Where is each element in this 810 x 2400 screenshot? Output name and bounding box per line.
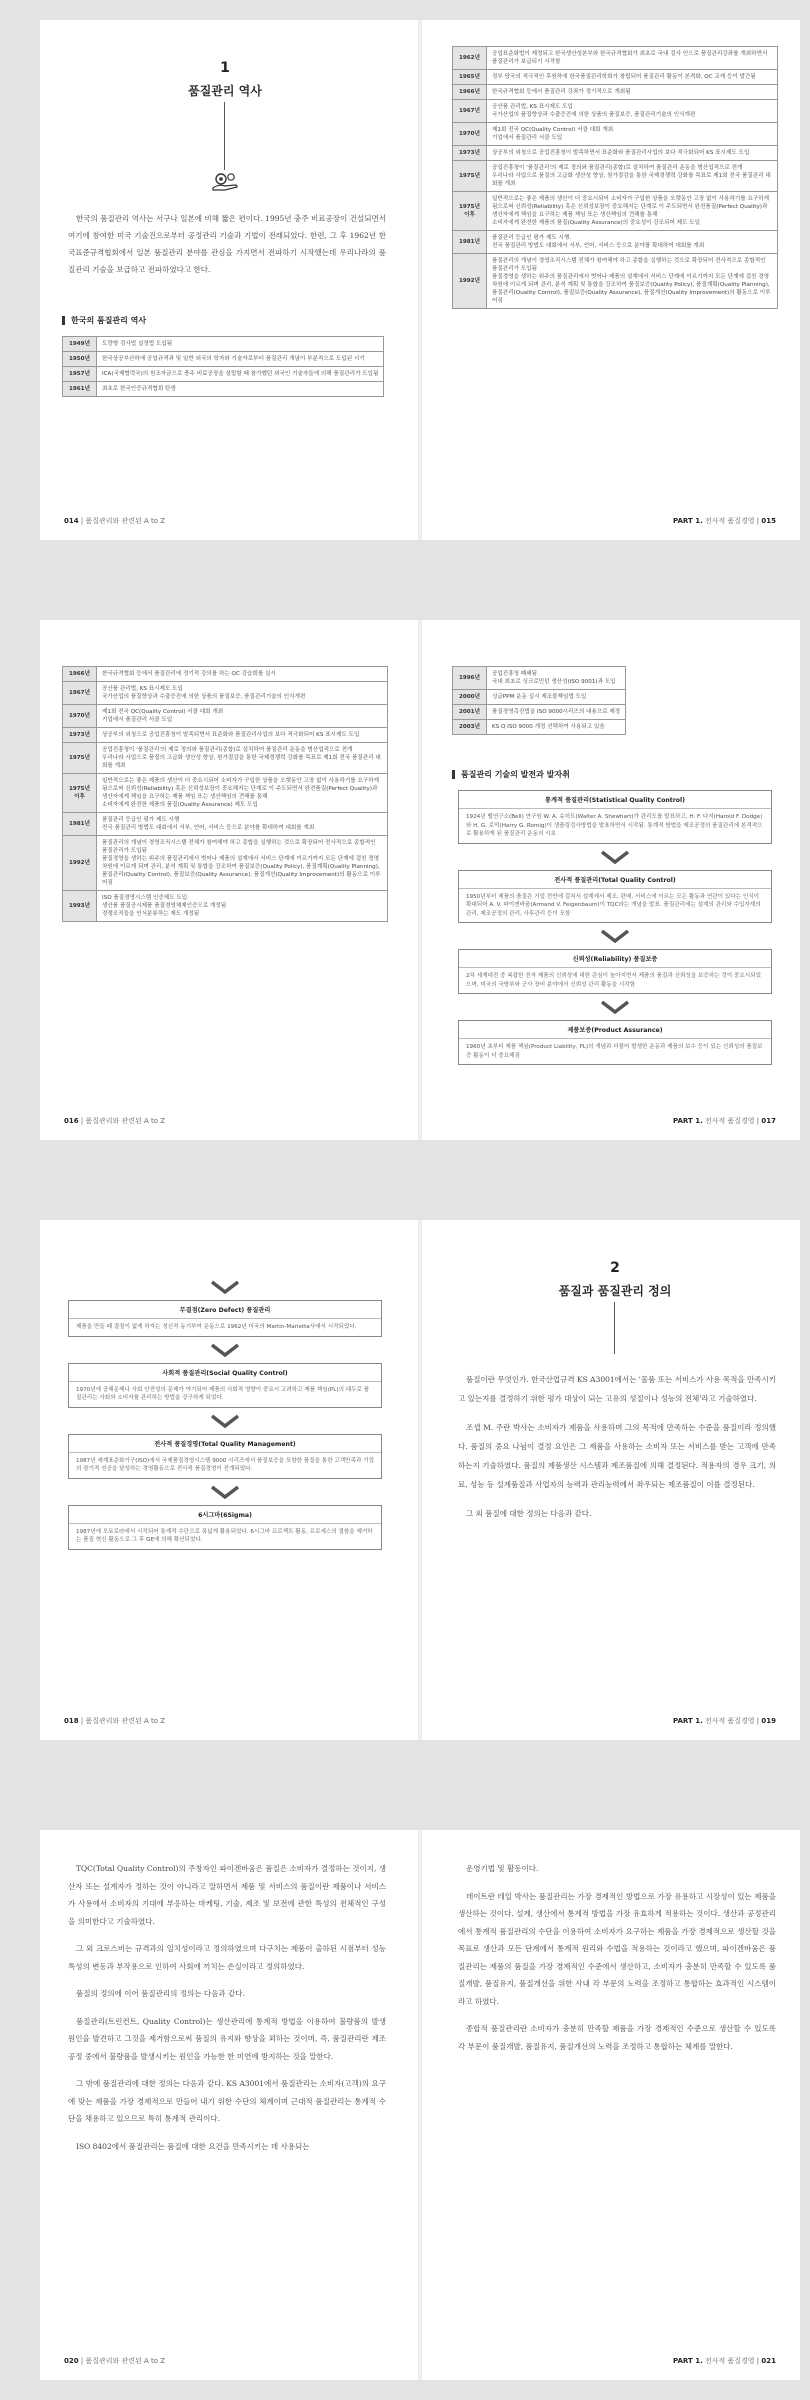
event-cell: ICA(국제협력국)의 원조자금으로 충주 비료공장을 설립할 때 참가했던 외국인 기술자들에 의해 품질관리가 도입됨 bbox=[97, 367, 384, 382]
flow-box-text: 2차 세계대전 중 복잡한 전자 제품의 신뢰성에 대한 관심이 높아지면서 제품의 품질과 신뢰성을 보증하는 것이 중요시되었으며, 미국의 국방부와 군사 장비 분야에서 신뢰성 관리 활동을 시작함 bbox=[466, 973, 762, 988]
year-cell: 1975년 이후 bbox=[453, 192, 487, 231]
footer-text: 품질관리와 관련된 A to Z bbox=[85, 1117, 166, 1125]
page-016 bbox=[40, 620, 410, 1140]
event-cell: 정부 당국의 적극적인 후원하에 한국품질관리학회가 창립되어 품질관리 활동이 본격화, QC 교재 등이 발간됨 bbox=[487, 70, 778, 85]
flow-box-title: 사회적 품질관리(Social Quality Control) bbox=[69, 1364, 381, 1382]
book-spread-2 bbox=[40, 620, 800, 1140]
year-cell: 2003년 bbox=[453, 720, 487, 735]
table-row bbox=[63, 743, 388, 774]
page-number: 015 bbox=[761, 517, 776, 525]
year-cell: 1975년 bbox=[453, 161, 487, 192]
book-spread-4 bbox=[40, 1830, 800, 2380]
footer-text: 품질관리와 관련된 A to Z bbox=[85, 1717, 166, 1725]
year-cell: 1975년 이후 bbox=[63, 774, 97, 813]
gear-hand-icon bbox=[210, 170, 240, 192]
table-row bbox=[63, 352, 384, 367]
chevron-down-icon bbox=[210, 1414, 240, 1428]
event-cell: 도량형 검사법 설정법 도입됨 bbox=[97, 337, 384, 352]
event-cell: 한국규격협회 등에서 품질관리에 정기적 강의를 하는 QC 강습회를 실시 bbox=[97, 667, 388, 682]
event-cell: ISO 품질경영시스템 인증제도 도입 생산품 품질공시제품 품질경영체제인증으로 개정됨 경쟁조직들을 인식분류하는 제도 개정됨 bbox=[97, 891, 388, 922]
year-cell: 1967년 bbox=[63, 682, 97, 705]
year-cell: 1949년 bbox=[63, 337, 97, 352]
table-row bbox=[453, 667, 626, 690]
chevron-down-icon bbox=[600, 929, 630, 943]
table-row bbox=[63, 705, 388, 728]
page-footer: PART 1. 전사적 품질경영 | 021 bbox=[673, 2357, 776, 2365]
event-cell: 공업표준화법이 제정되고 한국생산성본부와 한국규격협회가 최초로 국내 검사 인으로 품질관리강좌를 개최하면서 품질관리가 보급되기 시작함 bbox=[487, 47, 778, 70]
page-019 bbox=[430, 1220, 800, 1740]
paragraph: 조셉 M. 주란 박사는 소비자가 제품을 사용하며 그의 목적에 만족하는 수준을 품질이라 정의했다. 품질의 중요 나뉨이 결정 요인은 그 제품을 사용하는 소비자 또는 서비스를 받는 고객에 만족하는지 기술하였다. 품질의 제품생산 시스템과 제조품질에 의해 결정된다. 적용자의 경우 크기, 의료, 성능 등 설계품질과 사업자의 능력과 관리능력에서 좌우되는 제조품질이 이를 결정된다. bbox=[458, 1423, 776, 1489]
part-label: PART 1. bbox=[673, 2357, 703, 2365]
chapter-number: 2 bbox=[610, 1260, 620, 1276]
event-cell: 제1회 전국 QC(Quality Control) 서클 대회 개최 기업에서 품질관리 서클 도입 bbox=[97, 705, 388, 728]
table-row bbox=[63, 367, 384, 382]
chapter-title: 품질과 품질관리 정의 bbox=[558, 1284, 672, 1298]
flow-box bbox=[458, 870, 772, 924]
paragraph: 그 외 크로스비는 규격과의 일치성이라고 정의하였으며 다구치는 제품이 출하된 시점부터 성능 특성의 변동과 부작용으로 인하여 사회에 끼치는 손실이라고 정의하였다. bbox=[68, 1944, 386, 1971]
table-row bbox=[453, 690, 626, 705]
event-cell: 품질관리의 개념이 경영조직시스템 전체가 참여해야 하고 종합을 실행하는 것으로 확장되어 전사적으로 종합적인 품질관리가 도입됨 품질경영을 생하는 위주의 품질관리에서 벗어나 제품의 설계에서 서비스 단계에 이르기까지 모든 단계에 걸친 경영 차원에 이르게 되며 관리, 분석 계획 및 통합을 강조하여 품질보증(Quality Policy), 품질계획(Quality Planning), 품질관리(Quality Control), 품질보증(Quality Assurance), 품질개선(Quality Improvement)의 활동으로 이루어짐 bbox=[487, 254, 778, 309]
gutter bbox=[418, 1220, 422, 1740]
flow-box-title: 무결점(Zero Defect) 품질관리 bbox=[69, 1301, 381, 1319]
table-row bbox=[453, 254, 778, 309]
paragraph: 종합적 품질관리란 소비자가 충분히 만족할 제품을 가장 경제적인 수준으로 생산할 수 있도록 각 부문이 품질개발, 품질유지, 품질개선의 노력을 조정하고 통합하는 체계를 말한다. bbox=[458, 2024, 776, 2051]
year-cell: 1993년 bbox=[63, 891, 97, 922]
paragraph: 그 외 품질에 대한 정의는 다음과 같다. bbox=[466, 1509, 592, 1518]
footer-text: 품질관리와 관련된 A to Z bbox=[85, 2357, 166, 2365]
chapter-text bbox=[68, 1860, 386, 2165]
flowchart bbox=[68, 1280, 382, 1556]
chapter-text bbox=[458, 1370, 776, 1533]
paragraph: 운영기법 및 활동이다. bbox=[466, 1864, 539, 1873]
flow-box bbox=[68, 1505, 382, 1550]
part-label: PART 1. bbox=[673, 517, 703, 525]
table-row bbox=[63, 667, 388, 682]
chevron-down-icon bbox=[210, 1343, 240, 1357]
part-label: PART 1. bbox=[673, 1117, 703, 1125]
flowchart bbox=[458, 790, 772, 1071]
year-cell: 1965년 bbox=[453, 70, 487, 85]
table-row bbox=[63, 774, 388, 813]
table-row bbox=[453, 70, 778, 85]
paragraph: ISO 8402에서 품질관리는 품질에 대한 요건을 만족시키는 데 사용되는 bbox=[76, 2141, 310, 2151]
table-row bbox=[453, 85, 778, 100]
table-row bbox=[453, 720, 626, 735]
year-cell: 1996년 bbox=[453, 667, 487, 690]
book-spread-3 bbox=[40, 1220, 800, 1740]
event-cell: 공산품 관리법, KS 표시제도 도입 국가산업의 품질향상과 수출증진에 의한 상품의 품질보증, 품질관리기술의 인식개편 bbox=[487, 100, 778, 123]
event-cell: 공업진흥청 폐쇄됨 국내 최초로 싱크로민턴 생산성(ISO 9001)과 도입 bbox=[487, 667, 626, 690]
year-cell: 1992년 bbox=[63, 836, 97, 891]
year-cell: 1961년 bbox=[63, 382, 97, 397]
chapter-rule bbox=[224, 102, 225, 170]
event-cell: 품질관리 등급인 평가 제도 시행. 전국 품질관리 방법도 대회에서 서부, 언어, 서비스 등으로 분야를 확대하여 대회를 개최 bbox=[487, 231, 778, 254]
chapter-number: 1 bbox=[220, 60, 230, 76]
year-cell: 1957년 bbox=[63, 367, 97, 382]
intro-text bbox=[68, 210, 386, 288]
history-table bbox=[62, 666, 388, 922]
year-cell: 1975년 bbox=[63, 743, 97, 774]
flow-box-title: 전사적 품질관리(Total Quality Control) bbox=[459, 871, 771, 889]
year-cell: 1970년 bbox=[63, 705, 97, 728]
flow-box bbox=[68, 1363, 382, 1408]
event-cell: 공업진흥청이 '품질관리'의 제로 정의와 품질관리(종합)로 설치하여 품질관리 운동을 범산업적으로 전개 우리나라 사업으로 품질의 고급화 생산성 향상, 원가절감을 통한 국제경쟁력 강화를 목표로 제1회 전국 품질관리 대회를 개최 bbox=[487, 161, 778, 192]
chevron-down-icon bbox=[210, 1485, 240, 1499]
flow-box-text: 1970년에 공해문제나 사회 안전성의 문제가 야기되어 제품의 사회적 영향이 중요시 고려하고 제품 책임(PL)의 대두로 품질관리는 사회와 소비자를 관리하는 방법을 강구하게 되었다. bbox=[76, 1386, 370, 1401]
flow-box-text: 제품을 만들 때 결점이 없게 하자는 정신적 동기부여 운동으로 1962년 미국의 Martin-Marietta사에서 시작되었다. bbox=[76, 1324, 357, 1330]
event-cell: 공업진흥청이 '품질관리'의 제로 정의와 품질관리(종합)로 설치하여 품질관리 운동을 범산업적으로 전개 우리나라 사업으로 품질의 고급화 생산성 향상, 원가절감을 통한 국제경쟁력 강화를 목표로 제1회 전국 품질관리 대회를 개최 bbox=[97, 743, 388, 774]
year-cell: 1981년 bbox=[63, 813, 97, 836]
year-cell: 1966년 bbox=[63, 667, 97, 682]
flow-box bbox=[458, 1020, 772, 1065]
flow-box-title: 통계적 품질관리(Statistical Quality Control) bbox=[459, 791, 771, 809]
table-row bbox=[453, 161, 778, 192]
year-cell: 1973년 bbox=[63, 728, 97, 743]
page-footer: 014 | 품질관리와 관련된 A to Z bbox=[64, 517, 166, 525]
page-footer: PART 1. 전사적 품질경영 | 017 bbox=[673, 1117, 776, 1125]
section-heading: 한국의 품질관리 역사 bbox=[62, 316, 146, 325]
paragraph: 품질관리(트린컨트, Quality Control)는 생산관리에 통계적 방법을 이용하여 불량품의 발생 원인을 발견하고 그것을 제거함으로써 품질의 유지와 향상을 꾀하는 것이며, 즉, 품질관리란 제조공정 중에서 불량품을 발생시키는 원인을 가능한 한 미연에 방지하는 것을 말한다. bbox=[68, 2016, 386, 2061]
page-number: 018 bbox=[64, 1717, 79, 1725]
flow-box bbox=[458, 790, 772, 844]
flow-box-text: 1987년에 모토로라에서 시작되어 통계적 수단으로 폭넓게 활용되었다. 6시그마 프로젝트 활동, 프로세스의 결함을 제거하는 품질 혁신 활동으로 그 후 GE에 의해 확산되었다. bbox=[76, 1528, 373, 1543]
event-cell: 한국상공부산하에 공업규격과 및 일반 외국의 학자와 기술자로부터 품질관리 개념이 부분적으로 도입된 시기 bbox=[97, 352, 384, 367]
chevron-down-icon bbox=[600, 1000, 630, 1014]
flow-box-text: 1924년 벨연구소(Bell) 연구원 W. A. 슈허트(Walter A. Shewhart)가 관리도를 발표하고, H. F. 다지(Harold F. Dodge)와 H. G. 로믹(Harry G. Romig)이 샘플링검사방법을 발표하면서 시작됨. 통계적 방법을 제조공정의 품질관리에 본격적으로 활용하게 된 품질관리 운동의 시초 bbox=[466, 814, 763, 837]
page-number: 019 bbox=[761, 1717, 776, 1725]
table-row bbox=[63, 337, 384, 352]
footer-text: 전사적 품질경영 bbox=[705, 1117, 755, 1125]
page-footer: PART 1. 전사적 품질경영 | 015 bbox=[673, 517, 776, 525]
history-table bbox=[452, 666, 626, 735]
chapter-rule bbox=[614, 1302, 615, 1354]
table-row bbox=[63, 382, 384, 397]
flow-box bbox=[68, 1300, 382, 1337]
table-row bbox=[63, 836, 388, 891]
paragraph: 품질이란 무엇인가. 한국산업규격 KS A3001에서는 '물품 또는 서비스가 사용 목적을 만족시키고 있는지를 결정하기 위한 평가 대상이 되는 고유의 성질이나 성능의 전체'라고 기술하였다. bbox=[458, 1375, 776, 1403]
table-row bbox=[453, 47, 778, 70]
page-number: 014 bbox=[64, 517, 79, 525]
table-row bbox=[453, 192, 778, 231]
table-row bbox=[453, 100, 778, 123]
page-021 bbox=[430, 1830, 800, 2380]
event-cell: 한국규격협회 등에서 품질관리 강좌가 정기적으로 개최됨 bbox=[487, 85, 778, 100]
flow-box bbox=[458, 949, 772, 994]
table-row bbox=[63, 813, 388, 836]
event-cell: 품질경영촉진법을 ISO 9000시리즈의 내용으로 제정 bbox=[487, 705, 626, 720]
chapter-title: 품질관리 역사 bbox=[188, 84, 262, 98]
year-cell: 1992년 bbox=[453, 254, 487, 309]
flow-box-text: 1950년부터 제품의 품질은 기업 전반에 걸쳐서 설계에서 제조, 판매, 서비스에 이르는 모든 활동과 연관이 있다는 인식이 확대되어 A. V. 파이겐바움(Armand V. Feigenbaum)이 TQC라는 개념을 발표. 품질관리에는 설계의 관리와 수입자재의 관리, 제조공정의 관리, 사후관리 등이 포함 bbox=[466, 893, 761, 917]
event-cell: 싱글PPM 운동 실시 제조물책임법 도입 bbox=[487, 690, 626, 705]
footer-text: 품질관리와 관련된 A to Z bbox=[85, 517, 166, 525]
flow-box-title: 제품보증(Product Assurance) bbox=[459, 1021, 771, 1039]
page-footer: 020 | 품질관리와 관련된 A to Z bbox=[64, 2357, 166, 2365]
table-row bbox=[63, 891, 388, 922]
chevron-down-icon bbox=[600, 850, 630, 864]
flow-box-title: 전사적 품질경영(Total Quality Management) bbox=[69, 1435, 381, 1453]
paragraph: 한국의 품질관리 역사는 서구나 일본에 비해 짧은 편이다. 1995년 충주 비료공장이 건설되면서 여기에 참여한 미국 기술진으로부터 공정관리 기술과 기법이 전래되었다. 한편, 그 후 1962년 한국표준규격협회에서 일본 품질관리 분야를 관심을 가지면서 전파하기 시작했는데 우리나라의 품질관리 기술을 보급하고 전파하였다고 한다. bbox=[68, 214, 386, 274]
event-cell: 품질관리 등급인 평가 제도 시행 전국 품질관리 방법도 대회에서 서부, 언어, 서비스 등으로 분야를 확대하여 대회를 개최 bbox=[97, 813, 388, 836]
flow-box-title: 신뢰성(Reliability) 품질보증 bbox=[459, 950, 771, 968]
event-cell: 최초로 한국인증규격협회 탄생 bbox=[97, 382, 384, 397]
event-cell: 상공부의 외청으로 공업진흥청이 발족하면서 표준화와 품질관리사업의 보다 적극화되어 KS 표시제도 도입 bbox=[487, 146, 778, 161]
flow-box bbox=[68, 1434, 382, 1479]
flow-box-title: 6시그마(6Sigma) bbox=[69, 1506, 381, 1524]
part-label: PART 1. bbox=[673, 1717, 703, 1725]
flow-box-text: 1987년 세계표준화기구(ISO)에서 국제품질경영시스템 9000 시리즈에서 품질보증을 포함한 품질을 통한 고객만족과 기업의 장기적 성공을 달성하는 경영활동으로 전사적 품질경영이 전개되었다. bbox=[76, 1457, 374, 1472]
year-cell: 1973년 bbox=[453, 146, 487, 161]
gutter bbox=[418, 1830, 422, 2380]
page-018 bbox=[40, 1220, 410, 1740]
year-cell: 1950년 bbox=[63, 352, 97, 367]
table-row bbox=[453, 146, 778, 161]
year-cell: 2001년 bbox=[453, 705, 487, 720]
page-017 bbox=[430, 620, 800, 1140]
event-cell: 제1회 전국 QC(Quality Control) 서클 대회 개최 기업에서 품질관리 서클 도입 bbox=[487, 123, 778, 146]
footer-text: 전사적 품질경영 bbox=[705, 2357, 755, 2365]
event-cell: 품질관리의 개념이 경영조직시스템 전체가 참여해야 하고 종합을 실행하는 것으로 확장되어 전사적으로 종합적인 품질관리가 도입됨 품질경영을 생하는 위주의 품질관리에서 벗어나 제품의 설계에서 서비스 단계에 이르기까지 모든 단계에 걸친 경영 차원에 이르게 되며 관리, 분석 계획 및 통합을 강조하여 품질보증(Quality Policy), 품질계획(Quality Planning), 품질관리(Quality Control), 품질보증(Quality Assurance), 품질개선(Quality Improvement)의 활동으로 이루어짐 bbox=[97, 836, 388, 891]
history-table bbox=[452, 46, 778, 309]
event-cell: KS Q ISO 9000 개정 선택하여 사용되고 있음 bbox=[487, 720, 626, 735]
event-cell: 일반적으로는 좋은 제품의 생산이 더 중요시되어 소비자가 구입한 상품을 오랫동안 고장 없이 사용하기를 요구하게 됨으로써 신뢰성(Reliability) 혹은 신뢰성보장이 중요해지는 단계로 이 주도되면서 완전품질(Perfect Quality)과 생산자에게 책임을 요구하는 제품 책임 또는 생산책임의 견해를 통해 소비자에게 완전한 제품의 품질(Quality Assurance) 제도 도입 bbox=[97, 774, 388, 813]
page-number: 017 bbox=[761, 1117, 776, 1125]
table-row bbox=[63, 682, 388, 705]
page-footer: 016 | 품질관리와 관련된 A to Z bbox=[64, 1117, 166, 1125]
section-heading: 품질관리 기술의 발전과 발자취 bbox=[452, 770, 570, 779]
gutter bbox=[418, 20, 422, 540]
history-table bbox=[62, 336, 384, 397]
page-number: 020 bbox=[64, 2357, 79, 2365]
chapter-text bbox=[458, 1860, 776, 2065]
table-row bbox=[453, 705, 626, 720]
page-number: 016 bbox=[64, 1117, 79, 1125]
flow-box-text: 1960년 초부터 제품 책임(Product Liability, PL)의 개념과 더불어 발생한 운동과 제품의 보수 등이 있는 신뢰성의 품질보증 활동이 더 중요해짐 bbox=[466, 1044, 763, 1059]
page-footer: PART 1. 전사적 품질경영 | 019 bbox=[673, 1717, 776, 1725]
table-row bbox=[453, 231, 778, 254]
footer-text: 전사적 품질경영 bbox=[705, 1717, 755, 1725]
event-cell: 상공부의 외청으로 공업진흥청이 발족되면서 표준화와 품질관리사업의 보다 적극화되어 KS 표시제도 도입 bbox=[97, 728, 388, 743]
year-cell: 1966년 bbox=[453, 85, 487, 100]
book-spread-1 bbox=[40, 20, 800, 540]
page-number: 021 bbox=[761, 2357, 776, 2365]
event-cell: 일반적으로는 좋은 제품의 생산이 더 중요시되어 소비자가 구입한 상품을 오랫동안 고장 없이 사용하기를 요구하게 됨으로써 신뢰성(Reliability) 혹은 신뢰성보장이 중요해지는 단계로 이 주도되면서 완전품질(Perfect Quality)과 생산자에게 책임을 요구하는 제품 책임 또는 생산책임의 견해를 통해 소비자에게 완전한 제품의 품질(Quality Assurance)의 중요성이 강조되어 제도 도입 bbox=[487, 192, 778, 231]
footer-text: 전사적 품질경영 bbox=[705, 517, 755, 525]
paragraph: 데이트란 테일 박사는 품질관리는 가장 경제적인 방법으로 가장 유용하고 시장성이 있는 제품을 생산하는 것이다. 설계, 생산에서 통계적 방법을 가장 유효하게 적용하는 것이다. 생산과 공정관리에서 통계적 품질관리의 수단을 이용하여 소비자가 요구하는 제품을 가장 경제적으로 생산할 것을 목표로 생산과 모든 단계에서 통계적 원리와 수법을 적용하는 것이라고 했으며, 파이겐바움은 품질관리는 제품의 품질을 가장 경제적인 수준에서 생산하고, 소비자가 충분히 만족할 수 있도록 품질개발, 품질유지, 품질개선을 위한 사내 각 부문의 노력을 조정하고 통합하는 효과적인 시스템이라고 하였다. bbox=[458, 1891, 776, 2006]
year-cell: 1962년 bbox=[453, 47, 487, 70]
year-cell: 1981년 bbox=[453, 231, 487, 254]
gutter bbox=[418, 620, 422, 1140]
table-row bbox=[453, 123, 778, 146]
year-cell: 1970년 bbox=[453, 123, 487, 146]
table-row bbox=[63, 728, 388, 743]
event-cell: 공산품 관리법, KS 표시제도 도입 국가산업의 품질향상과 수출증진에 의한 상품의 품질보증, 품질관리기술의 인식개편 bbox=[97, 682, 388, 705]
page-014 bbox=[40, 20, 410, 540]
page-015 bbox=[430, 20, 800, 540]
year-cell: 2000년 bbox=[453, 690, 487, 705]
paragraph: 그 밖에 품질관리에 대한 정의는 다음과 같다. KS A3001에서 품질관리는 소비자(고객)의 요구에 맞는 제품을 가장 경제적으로 만들어 내기 위한 수단의 체계이며 근대적 품질관리는 통계적 수단을 채용하고 있으므로 특히 통계적 관리이다. bbox=[68, 2079, 386, 2123]
year-cell: 1967년 bbox=[453, 100, 487, 123]
paragraph: TQC(Total Quality Control)의 주창자인 파이겐바움은 품질은 소비자가 결정하는 것이지, 생산자 또는 설계자가 정하는 것이 아니라고 말하면서 제품 및 서비스의 품질이란 제품이나 서비스가 사용에서 소비자의 기대에 부응하는 마케팅, 기술, 제조 및 보전에 관한 특성의 전체적인 구성을 의미한다고 기술하였다. bbox=[68, 1864, 386, 1926]
page-footer: 018 | 품질관리와 관련된 A to Z bbox=[64, 1717, 166, 1725]
paragraph: 품질의 정의에 이어 품질관리의 정의는 다음과 같다. bbox=[76, 1989, 245, 1998]
chevron-down-icon bbox=[210, 1280, 240, 1294]
page-020 bbox=[40, 1830, 410, 2380]
